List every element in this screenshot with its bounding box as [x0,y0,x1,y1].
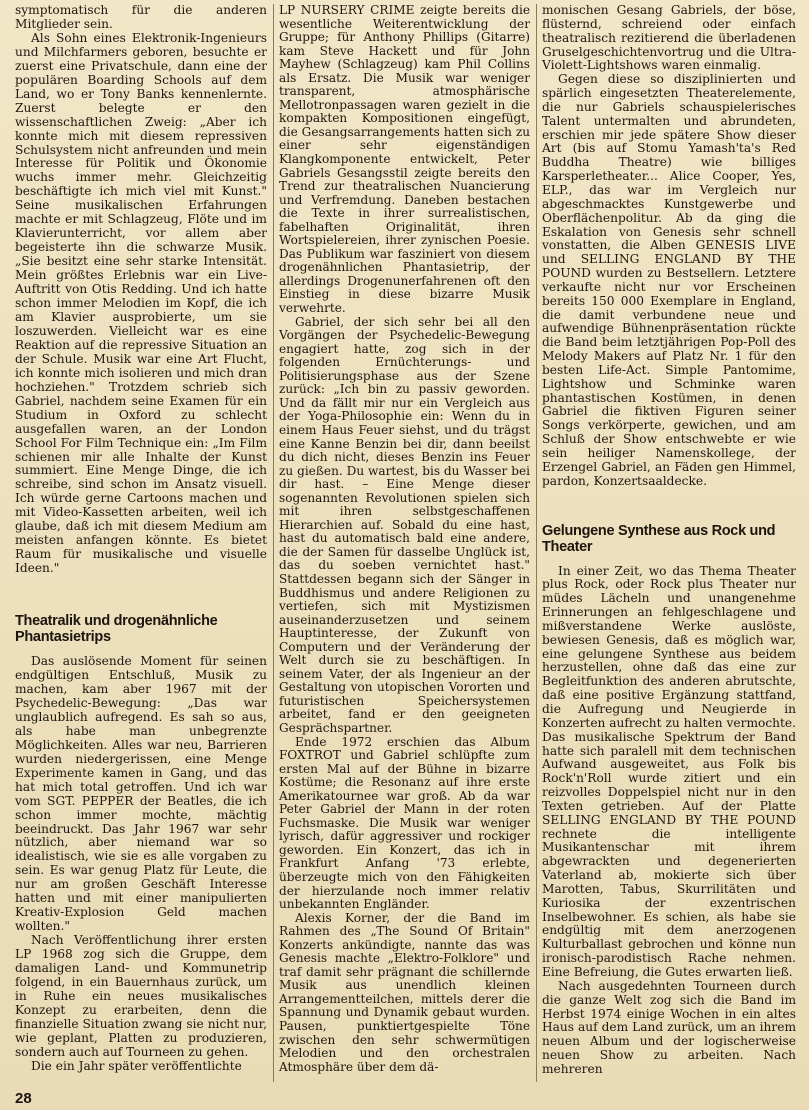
paragraph: symptomatisch für die anderen Mitglieder sein. [15,3,267,31]
column-divider [536,4,537,1082]
paragraph: In einer Zeit, wo das Thema Theater plus Rock, oder Rock plus Theater nur müdes Lächeln und unangenehme Erinnerungen an fehlgeschlagene und mißverstandene Werke auslöste, bewiesen Genesis, daß es möglich war, eine gelungene Synthese aus beidem herzustellen, ohne daß das eine zur Begleitfunktion des anderen abrutschte, daß eine positive Ergänzung stattfand, die Aufregung und Neugierde in Konzerten aufrecht zu halten vermochte. Das musikalische Spektrum der Band hatte sich paralell mit dem technischen Aufwand ausgeweitet, aus Folk bis Rock'n'Roll wurde zitiert und ein reizvolles Doppelspiel nicht nur in den Texten getrieben. Auf der Platte SELLING ENGLAND BY THE POUND rechnete die intelligente Musikantenschar mit ihrem abgewrackten und degenerierten Vaterland ab, mokierte sich über Marotten, Tabus, Skurrilitäten und Kuriosika der exzentrischen Inselbewohner. Es schien, als habe sie endgültig mit dem anerzogenen Kulturballast gebrochen und könne nun ironisch-parodistisch Rache nehmen. Eine Befreiung, die Gutes erwarten ließ. [542,563,796,979]
section-heading: Gelungene Synthese aus Rock und Theater [542,522,776,555]
paragraph: Nach ausgedehnten Tourneen durch die ganze Welt zog sich die Band im Herbst 1974 einige Wochen in ein altes Haus auf dem Land zurück, um an ihrem neuen Album und der logischerweise neuen Show zu arbeiten. Nach mehreren [542,978,796,1076]
spacer [542,489,796,523]
text-column-3 [542,4,796,1077]
paragraph: Nach Veröffentlichung ihrer ersten LP 1968 zog sich die Gruppe, dem damaligen Land- und Kommunetrip folgend, in ein Bauernhaus zurück, um in Ruhe ein neues musikalisches Konzept zu erarbeiten, denn die finanzielle Situation zwang sie nicht nur, wie geplant, Platten zu produzieren, sondern auch auf Tourneen zu gehen. [15,933,267,1059]
paragraph: Ende 1972 erschien das Album FOXTROT und Gabriel schlüpfte zum ersten Mal auf der Bühne in bizarre Kostüme; die Resonanz auf ihre erste Amerikatournee war groß. Ab da war Peter Gabriel der Mann in der roten Fuchsmaske. Die Musik war weniger lyrisch, dafür aggressiver und rockiger geworden. Ein Konzert, das ich in Frankfurt Anfang '73 erlebte, überzeugte mich von den Fähigkeiten der hierzulande noch immer relativ unbekannten Engländer. [279,734,530,912]
section-heading: Theatralik und drogenähnliche Phantasietrips [15,613,218,646]
paragraph: monischen Gesang Gabriels, der böse, flüsternd, schreiend oder einfach theatralisch rezitierend die überladenen Gruselgeschichtenvortrug und die Ultra-Violett-Lightshows waren einmalig. [542,3,796,73]
paragraph: Gabriel, der sich sehr bei all den Vorgängen der Psychedelic-Bewegung engagiert hatte, zog sich in der folgenden Ernüchterungs- und Politisierungsphase aus der Szene zurück: „Ich bin zu passiv geworden. Und da fällt mir nur ein Vergleich aus der Yoga-Philosophie ein: Wenn du in einem Haus Feuer siehst, und du trägst eine Kanne Benzin bei dir, dann beeilst du dich nicht, dieses Benzin ins Feuer zu gießen. Du wartest, bis du Wasser bei dir hast. – Eine Menge dieser sogenannten Revolutionen spielen sich mit ihren selbstgeschaffenen Hierarchien auf. Sobald du eine hast, hast du automatisch bald eine andere, die der Samen für dasselbe Unglück ist, das du soeben vernichtet hast." Stattdessen begann sich der Sänger in Buddhismus und andere Religionen zu vertiefen, sich mit Mystizismen auseinanderzusetzen und seinem Hauptinteresse, der Zukunft von Computern und der Veränderung der Welt durch sie zu beschäftigen. In seinem Vater, der als Ingenieur an der Gestaltung von utopischen Vororten und futuristischen Speichersystemen arbeitet, fand er den geeigneten Gesprächspartner. [279,314,530,735]
paragraph: Das auslösende Moment für seinen endgültigen Entschluß, Musik zu machen, kam aber 1967 mit der Psychedelic-Bewegung: „Das war unglaublich aufregend. Es sah so aus, als habe man unbegrenzte Möglichkeiten. Alles war neu, Barrieren wurden niedergerissen, eine Menge Experimente kamen in Gang, und das hat mich total getroffen. Und ich war vom SGT. PEPPER der Beatles, die ich schon immer mochte, mächtig beeindruckt. Das Jahr 1967 war sehr nützlich, aber niemand war so idealistisch, wie sie es alle vorgaben zu sein. Es war genug Platz für Leute, die nur am großen Geschäft Interesse hatten und mit einer manipulierten Kreativ-Explosion Geld machen wollten." [15,654,267,934]
paragraph: Als Sohn eines Elektronik-Ingenieurs und Milchfarmers geboren, besuchte er zuerst eine Privatschule, dann eine der populären Boarding Schools auf dem Land, wo er Tony Banks kennenlernte. Zuerst belegte er den wissenschaftlichen Zweig: „Aber ich konnte mich mit diesem repressiven Schulsystem nicht anfreunden und mein Interesse für Politik und Ökonomie wuchs immer mehr. Gleichzeitig beschäftigte ich mich viel mit Kunst." Seine musikalischen Erfahrungen machte er mit Schlagzeug, Flöte und im Klavierunterricht, vor allem aber begeisterte ihn die schwarze Musik. „Sie besitzt eine sehr starke Intensität. Mein größtes Erlebnis war ein Live-Auftritt von Otis Redding. Und ich hatte schon immer Melodien im Kopf, die ich am Klavier ausprobierte, um sie loszuwerden. Vielleicht war es eine Reaktion auf die repressive Situation an der Schule. Musik war eine Art Flucht, ich konnte mich isolieren und mich dran hochziehen." Trotzdem schrieb sich Gabriel, nachdem seine Examen für ein Studium in Oxford zu schlecht ausgefallen waren, an der London School For Film Technique ein: „Im Film schienen mir alle Inhalte der Kunst summiert. Eine Menge Dinge, die ich schreibe, sind schon im Ansatz visuell. Ich würde gerne Cartoons machen und mit Video-Kassetten arbeiten, weil ich glaube, daß ich mit diesem Medium am meisten anfangen könnte. Es bietet Raum für musikalische und visuelle Ideen." [15,30,267,576]
column-divider [273,4,274,1082]
paragraph: Alexis Korner, der die Band im Rahmen des „The Sound Of Britain" Konzerts ankündigte, nannte das was Genesis machte „Elektro-Folklore" und traf damit sehr prägnant die schillernde Musik aus unendlich kleinen Arrangementteilchen, mittels derer die Spannung und Dynamik gebaut wurden. Pausen, punktiertgespielte Töne zwischen den sehr schwermütigen Melodien und den orchestralen Atmosphäre über dem dä- [279,910,530,1074]
page-number: 28 [15,1090,32,1107]
spacer [15,576,267,613]
paragraph: LP NURSERY CRIME zeigte bereits die wesentliche Weiterentwicklung der Gruppe; für Anthony Phillips (Gitarre) kam Steve Hackett und für John Mayhew (Schlagzeug) kam Phil Collins als Ersatz. Die Musik war weniger transparent, atmosphärische Mellotronpassagen waren gezielt in die kompakten Kompositionen eingefügt, die Gesangsarrangements hatten sich zu einer sehr eigenständigen Klangkomponente entwickelt, Peter Gabriels Gesangsstil zeigte bereits den Trend zur theatralischen Nuancierung und Verfremdung. Daneben bestachen die Texte in ihrer surrealistischen, fabelhaften Originalität, ihren Wortspielereien, ihrer zynischen Poesie. Das Publikum war fasziniert von diesem drogenähnlichen Phantasietrip, der allerdings Drogenunerfahrenen oft den Einstieg in diese bizarre Musik verwehrte. [279,3,530,316]
paragraph: Gegen diese so disziplinierten und spärlich eingesetzten Theaterelemente, die nur Gabriels schauspielerisches Talent untermalten und abrundeten, erschien mir jede spätere Show dieser Art (bis auf Stomu Yamash'ta's Red Buddha Theatre) wie billiges Karsperletheater... Alice Cooper, Yes, ELP., das war im Vergleich nur abgeschmacktes Kunstgewerbe und Oberflächenpolitur. Ab da ging die Eskalation von Genesis sehr schnell vonstatten, die Alben GENESIS LIVE und SELLING ENGLAND BY THE POUND wurden zu Bestsellern. Letztere verkaufte nicht nur vor Erscheinen bereits 150 000 Exemplare in England, die damit verbundene neue und aufwendige Bühnenpräsentation rückte die Band beim letztjährigen Pop-Poll des Melody Makers auf Platz Nr. 1 für den besten Life-Act. Simple Pantomime, Lightshow und Schminke waren phantastischen Kostümen, in denen Gabriel die fiktiven Figuren seiner Songs verkörperte, gewichen, und am Schluß der Show entschwebte er wie sein heiliger Namenskollege, der Erzengel Gabriel, an Fäden gen Himmel, pardon, Konzertsaaldecke. [542,72,796,488]
paragraph: Die ein Jahr später veröffentlichte [31,1058,242,1073]
text-column-2 [279,4,530,1074]
text-column-1 [15,4,267,1074]
